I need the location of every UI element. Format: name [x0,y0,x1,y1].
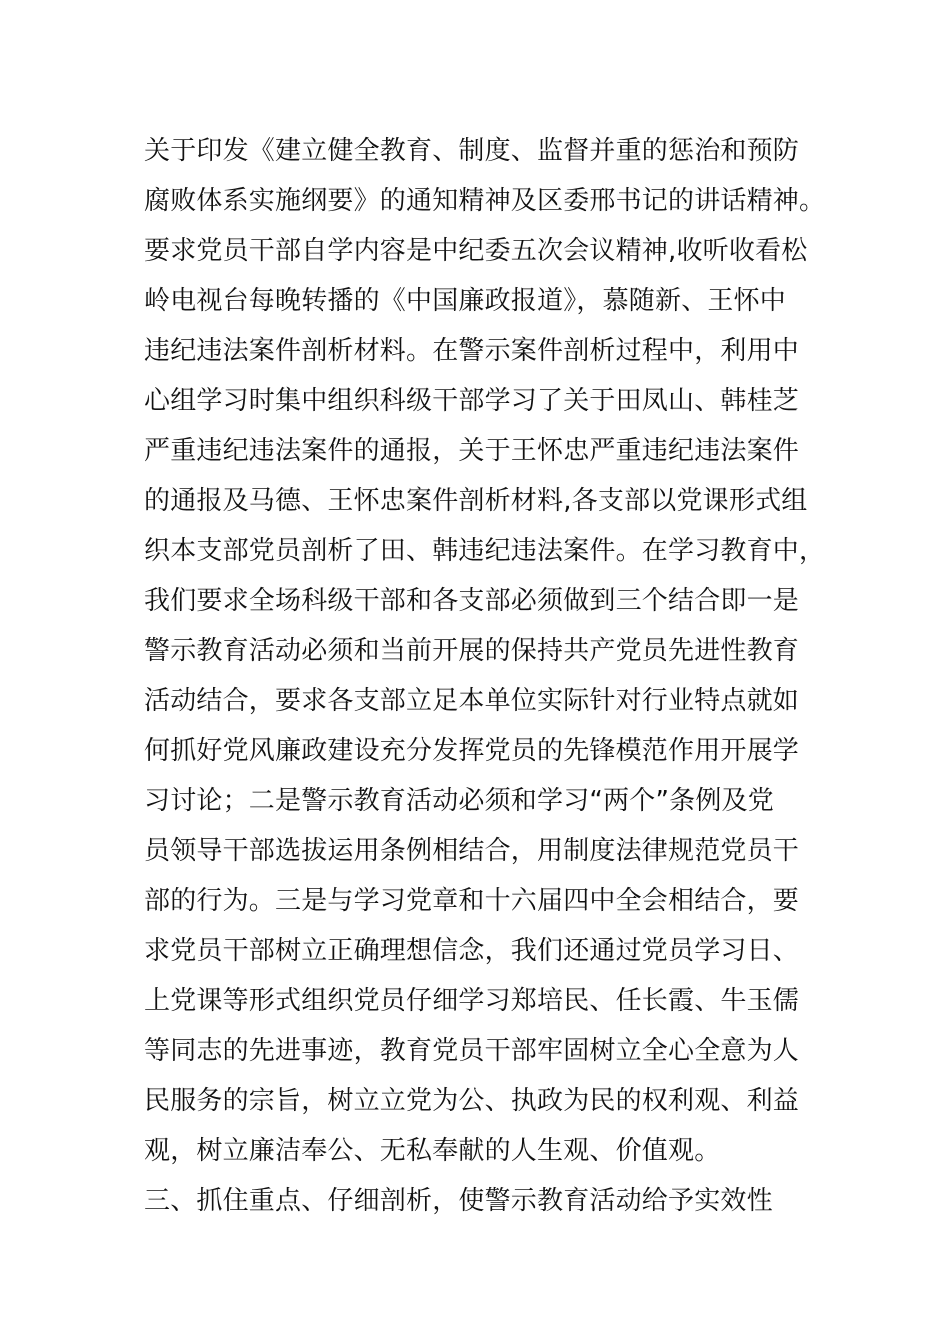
text-line: 违纪违法案件剖析材料。在警示案件剖析过程中，利用中 [144,336,800,366]
text-line: 警示教育活动必须和当前开展的保持共产党员先进性教育 [144,636,800,666]
text-line: 腐败体系实施纲要》的通知精神及区委邢书记的讲话精神。 [144,186,826,216]
section-heading: 三、抓住重点、仔细剖析，使警示教育活动给予实效性 [144,1186,773,1216]
body-text [144,126,824,1226]
text-line: 要求党员干部自学内容是中纪委五次会议精神,收听收看松 [144,236,808,266]
text-line: 的通报及马德、王怀忠案件剖析材料,各支部以党课形式组 [144,486,808,516]
text-line: 民服务的宗旨，树立立党为公、执政为民的权利观、利益 [144,1086,800,1116]
text-line: 上党课等形式组织党员仔细学习郑培民、任长霞、牛玉儒 [144,986,800,1016]
text-line: 员领导干部选拔运用条例相结合，用制度法律规范党员干 [144,836,800,866]
text-line: 等同志的先进事迹，教育党员干部牢固树立全心全意为人 [144,1036,800,1066]
text-line: 何抓好党风廉政建设充分发挥党员的先锋模范作用开展学 [144,736,800,766]
text-line: 习讨论；二是警示教育活动必须和学习“两个”条例及党 [144,786,774,816]
text-line: 严重违纪违法案件的通报，关于王怀忠严重违纪违法案件 [144,436,800,466]
text-line: 关于印发《建立健全教育、制度、监督并重的惩治和预防 [144,136,800,166]
text-line: 求党员干部树立正确理想信念，我们还通过党员学习日、 [144,936,800,966]
text-line: 心组学习时集中组织科级干部学习了关于田凤山、韩桂芝 [144,386,800,416]
text-line: 观，树立廉洁奉公、无私奉献的人生观、价值观。 [144,1136,721,1166]
text-line: 岭电视台每晚转播的《中国廉政报道》，慕随新、王怀中 [144,286,787,316]
text-line: 织本支部党员剖析了田、韩违纪违法案件。在学习教育中， [144,536,826,566]
text-line: 活动结合，要求各支部立足本单位实际针对行业特点就如 [144,686,800,716]
text-line: 部的行为。三是与学习党章和十六届四中全会相结合，要 [144,886,800,916]
text-line: 我们要求全场科级干部和各支部必须做到三个结合即一是 [144,586,800,616]
